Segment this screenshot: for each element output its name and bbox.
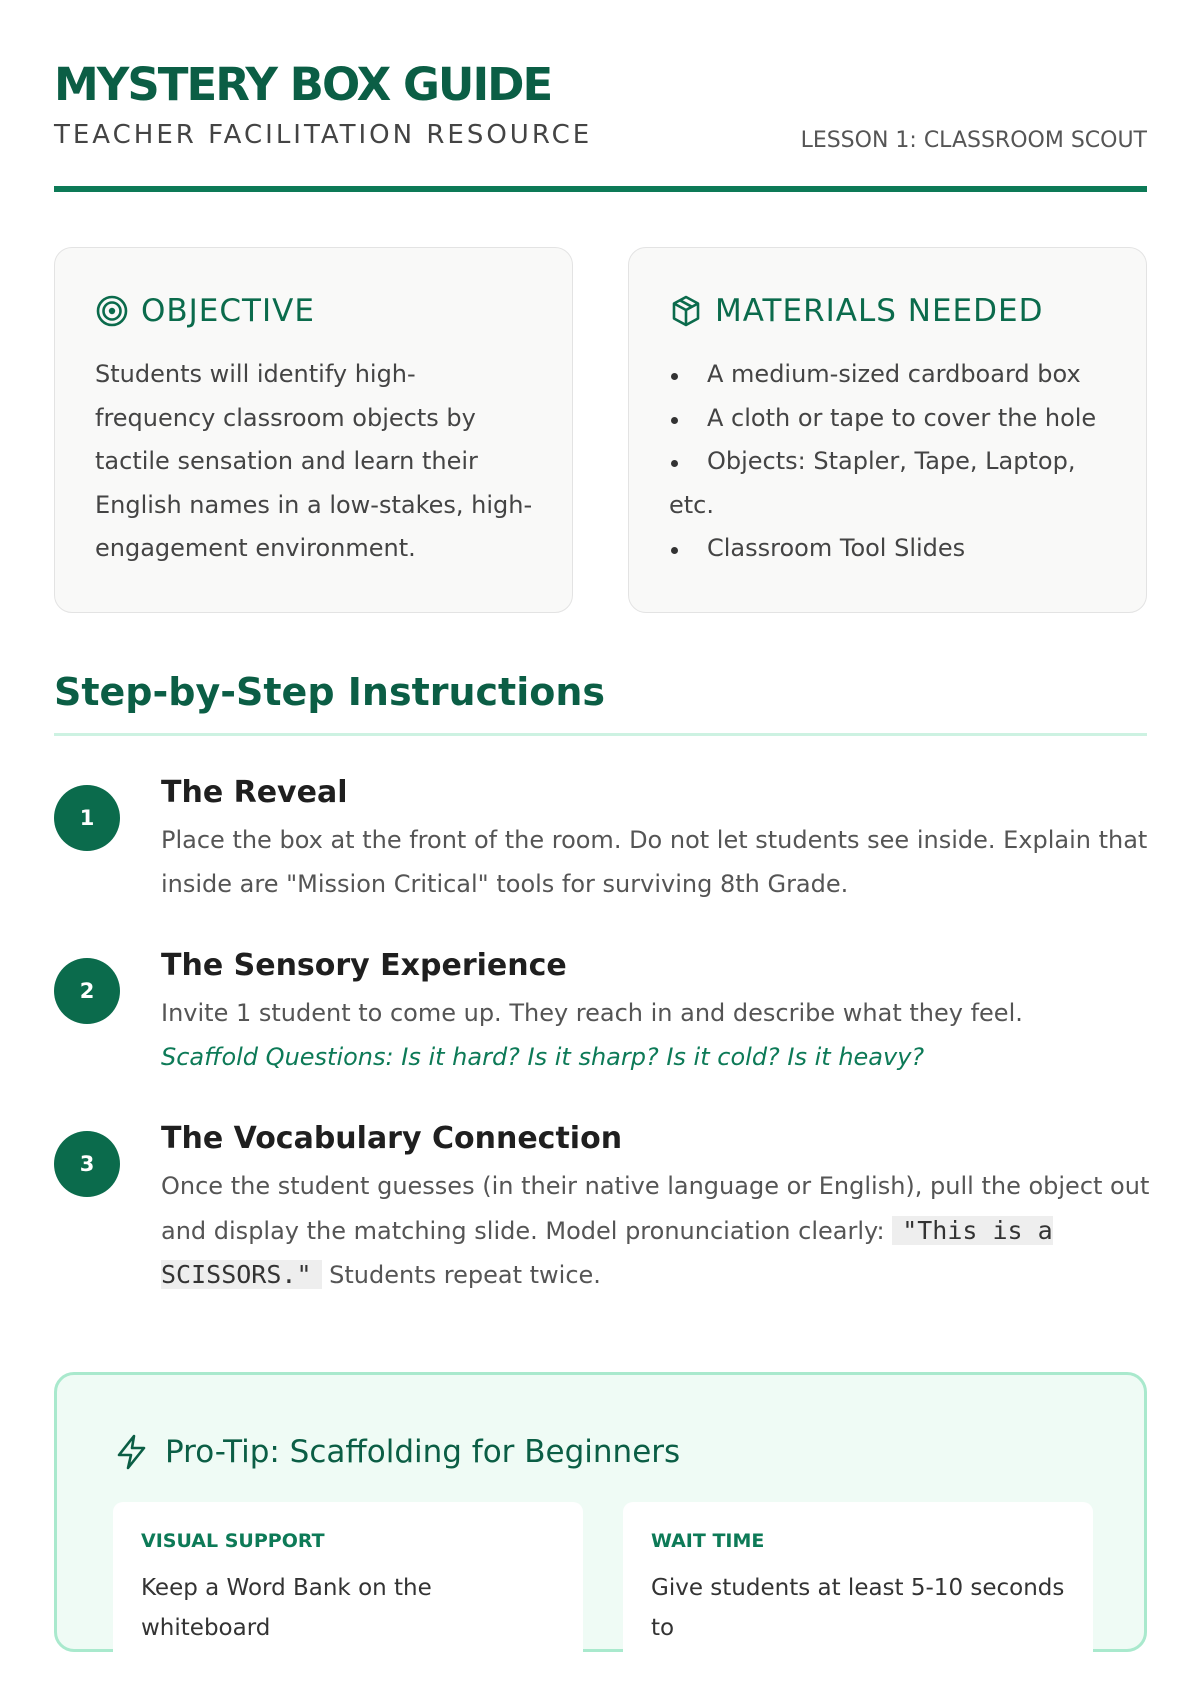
tip-text: Keep a Word Bank on the whiteboard bbox=[141, 1575, 432, 1641]
step-body: Invite 1 student to come up. They reach in and describe what they feel. bbox=[161, 999, 1023, 1027]
materials-list bbox=[669, 353, 1119, 571]
step-title: The Reveal bbox=[161, 775, 348, 810]
list-item: Objects: Stapler, Tape, Laptop, bbox=[669, 440, 1119, 484]
list-item-continued: etc. bbox=[669, 490, 714, 519]
scaffold-questions: Scaffold Questions: Is it hard? Is it sharp? Is it cold? Is it heavy? bbox=[161, 1042, 925, 1071]
instructions-divider bbox=[54, 733, 1147, 736]
list-item: A cloth or tape to cover the hole bbox=[669, 397, 1119, 441]
step-body bbox=[161, 1165, 1151, 1298]
pro-tip-panel bbox=[54, 1372, 1147, 1652]
list-item: A medium-sized cardboard box bbox=[669, 353, 1119, 397]
materials-header bbox=[669, 293, 1043, 329]
pro-tip-heading: Pro-Tip: Scaffolding for Beginners bbox=[165, 1434, 681, 1470]
lesson-label: LESSON 1: CLASSROOM SCOUT bbox=[800, 128, 1147, 153]
tip-label: VISUAL SUPPORT bbox=[141, 1530, 325, 1552]
step-number-badge: 2 bbox=[54, 958, 120, 1024]
step-body-text: Once the student guesses (in their native language or English), pull the object out and display the matching slide. Model pronunciation clearly: bbox=[161, 1172, 1150, 1245]
step-body: Place the box at the front of the room. Do not let students see inside. Explain that inside are "Mission Critical" tools for surviving 8th Grade. bbox=[161, 826, 1148, 898]
step-title: The Sensory Experience bbox=[161, 948, 567, 983]
objective-header bbox=[95, 293, 315, 329]
tip-text: Give students at least 5-10 seconds to bbox=[651, 1575, 1065, 1641]
header-divider bbox=[54, 186, 1147, 192]
objective-card bbox=[54, 247, 573, 613]
pronunciation-example: "This is a SCISSORS." bbox=[161, 1215, 1053, 1289]
wait-time-box bbox=[623, 1502, 1093, 1702]
step-number-badge: 1 bbox=[54, 785, 120, 851]
step-number-badge: 3 bbox=[54, 1131, 120, 1197]
materials-card bbox=[628, 247, 1147, 613]
pro-tip-header bbox=[113, 1433, 680, 1471]
step-title: The Vocabulary Connection bbox=[161, 1121, 623, 1156]
page-subtitle: TEACHER FACILITATION RESOURCE bbox=[54, 120, 593, 150]
box-icon bbox=[669, 294, 703, 328]
list-item: Classroom Tool Slides bbox=[669, 527, 1119, 571]
materials-heading: MATERIALS NEEDED bbox=[715, 293, 1044, 329]
step-body-text-after: Students repeat twice. bbox=[329, 1261, 601, 1289]
lightning-icon bbox=[113, 1433, 151, 1471]
target-icon bbox=[95, 294, 129, 328]
page-title: MYSTERY BOX GUIDE bbox=[54, 58, 552, 111]
instructions-heading: Step-by-Step Instructions bbox=[54, 670, 606, 714]
step-body-container bbox=[161, 992, 1151, 1079]
visual-support-box bbox=[113, 1502, 583, 1702]
objective-text: Students will identify high-frequency classroom objects by tactile sensation and learn their English names in a low-stakes, high-engagement environment. bbox=[95, 360, 533, 562]
tip-label: WAIT TIME bbox=[651, 1530, 765, 1552]
objective-heading: OBJECTIVE bbox=[141, 293, 315, 329]
